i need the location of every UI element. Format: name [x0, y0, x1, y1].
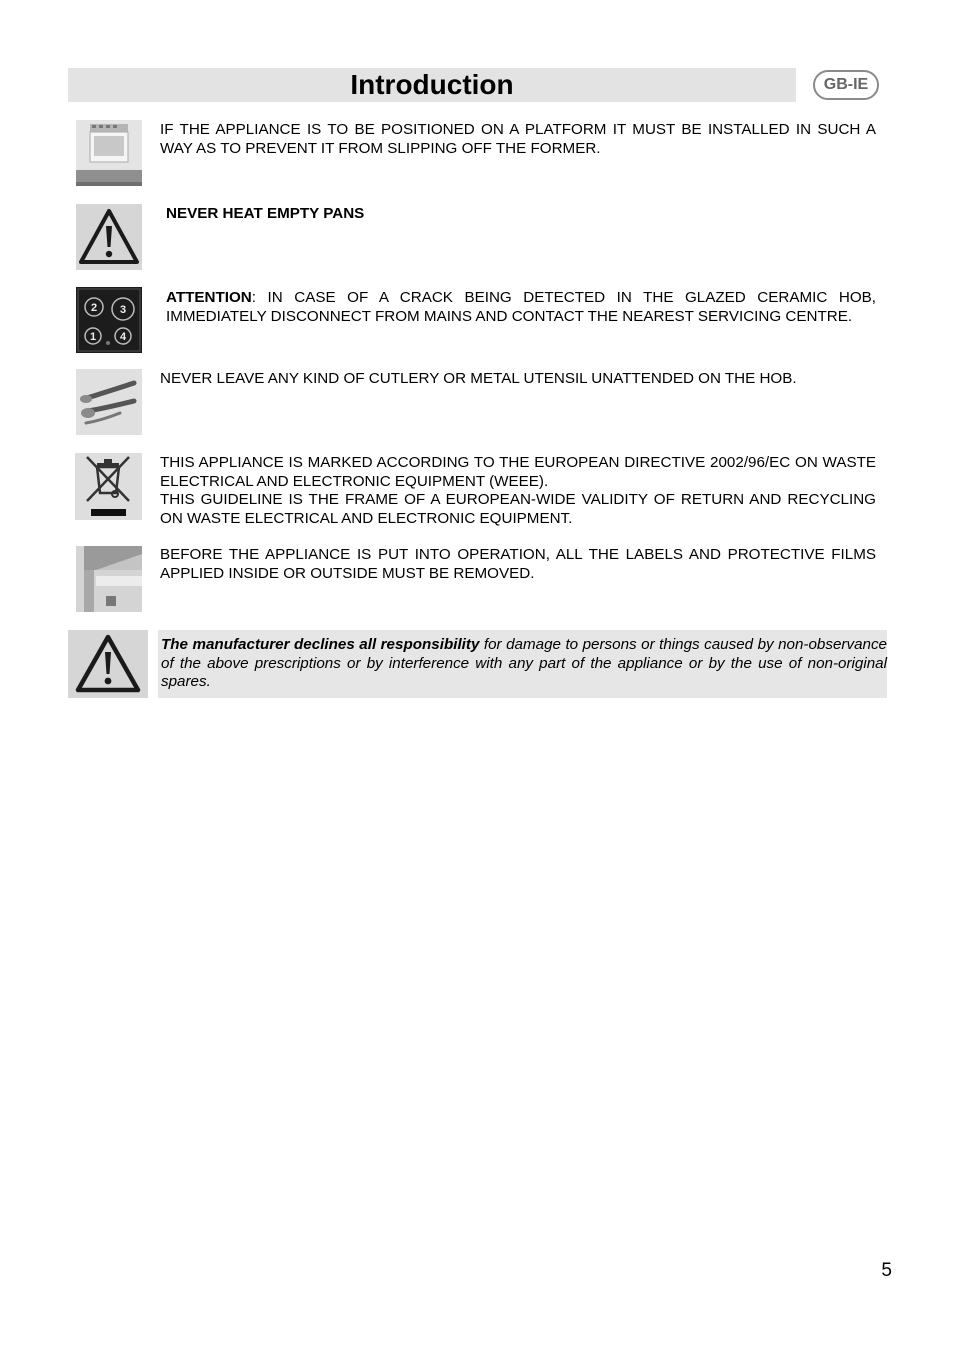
section-cutlery-text: NEVER LEAVE ANY KIND OF CUTLERY OR METAL UTENSIL UNATTENDED ON THE HOB. — [160, 370, 797, 387]
hob-zone-1: 1 — [89, 331, 97, 343]
page-number: 5 — [881, 1260, 892, 1281]
section-weee-text — [160, 454, 876, 528]
hob-zone-2: 2 — [90, 302, 98, 314]
language-badge: GB-IE — [813, 70, 879, 100]
warning-triangle-icon — [76, 204, 142, 270]
hob-zone-4: 4 — [119, 331, 127, 343]
disclaimer-body: for damage to persons or things caused by non-observance of the above prescriptions or by interference with any part of the appliance or by the use of non-original spares. — [161, 636, 888, 690]
weee-directive-text: THIS APPLIANCE IS MARKED ACCORDING TO THE EUROPEAN DIRECTIVE 2002/96/EC ON WASTE ELECTRICAL AND ELECTRONIC EQUIPMENT (WEEE). — [160, 454, 876, 490]
protective-film-icon — [76, 546, 142, 612]
section-empty-pans-text: NEVER HEAT EMPTY PANS — [166, 205, 365, 222]
disclaimer-lead: The manufacturer declines all responsibility — [161, 636, 480, 653]
ceramic-hob-body: : IN CASE OF A CRACK BEING DETECTED IN THE GLAZED CERAMIC HOB, IMMEDIATELY DISCONNECT FROM MAINS AND CONTACT THE NEAREST SERVICING CENTRE. — [166, 289, 876, 325]
crossed-bin-weee-icon — [75, 453, 142, 520]
section-films-text: BEFORE THE APPLIANCE IS PUT INTO OPERATION, ALL THE LABELS AND PROTECTIVE FILMS APPLIED INSIDE OR OUTSIDE MUST BE REMOVED. — [160, 546, 876, 582]
attention-label: ATTENTION — [166, 289, 252, 306]
ceramic-hob-icon — [76, 287, 142, 353]
section-platform-text: IF THE APPLIANCE IS TO BE POSITIONED ON A PLATFORM IT MUST BE INSTALLED IN SUCH A WAY AS TO PREVENT IT FROM SLIPPING OFF THE FORMER. — [160, 121, 876, 157]
cutlery-icon — [76, 369, 142, 435]
appliance-on-platform-icon — [76, 120, 142, 186]
disclaimer-text — [161, 636, 887, 692]
weee-guideline-text: THIS GUIDELINE IS THE FRAME OF A EUROPEAN-WIDE VALIDITY OF RETURN AND RECYCLING ON WASTE ELECTRICAL AND ELECTRONIC EQUIPMENT. — [160, 491, 876, 527]
section-ceramic-hob-text — [166, 289, 876, 326]
disclaimer-warning-icon — [68, 630, 148, 698]
page-title: Introduction — [350, 69, 514, 100]
hob-zone-3: 3 — [119, 304, 127, 316]
